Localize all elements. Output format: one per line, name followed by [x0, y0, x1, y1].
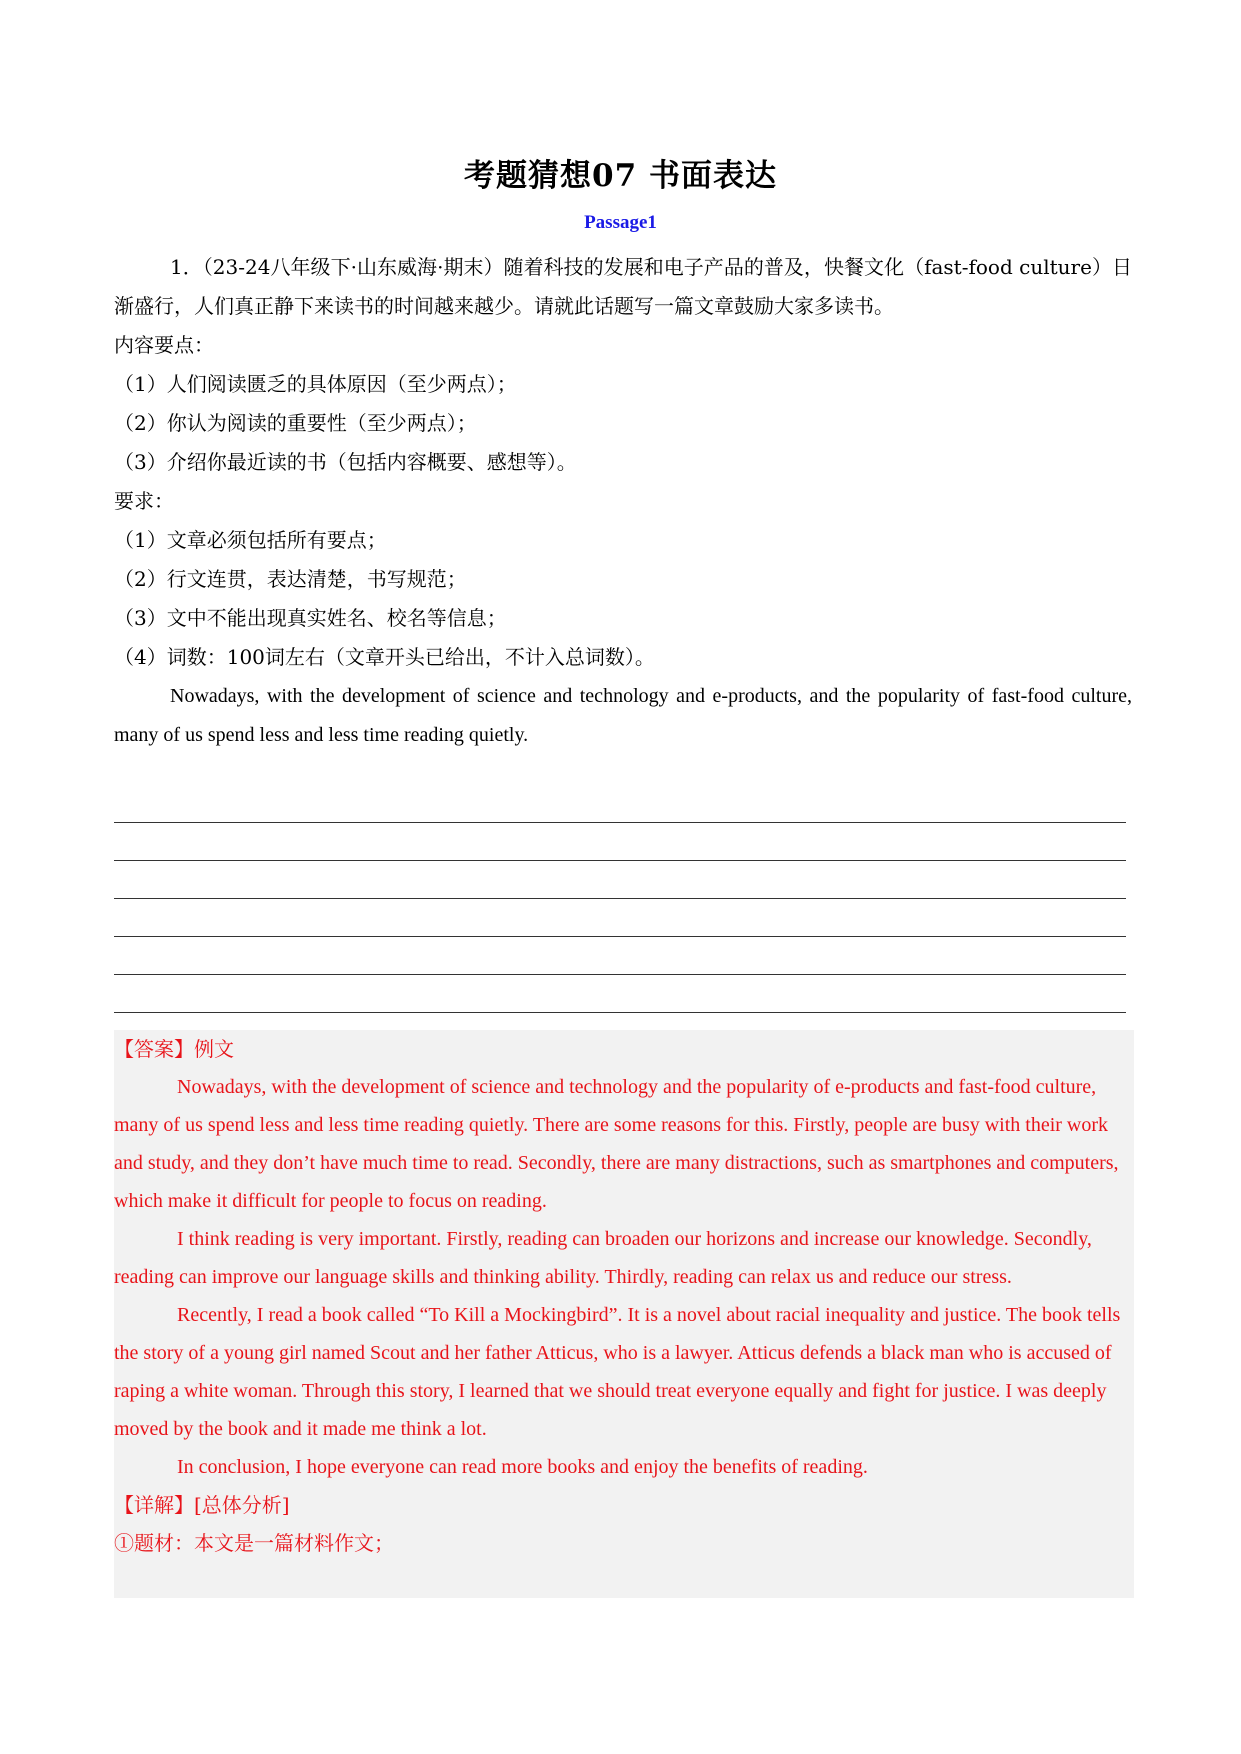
requirements-heading: 要求：	[114, 489, 174, 513]
writing-line[interactable]	[114, 823, 1126, 861]
requirement-item: （2）行文连贯，表达清楚，书写规范；	[114, 567, 467, 591]
requirement-item: （3）文中不能出现真实姓名、校名等信息；	[114, 606, 507, 630]
writing-line[interactable]	[114, 975, 1126, 1013]
content-point: （1）人们阅读匮乏的具体原因（至少两点）；	[114, 372, 517, 396]
content-heading: 内容要点：	[114, 333, 214, 357]
requirement-item: （1）文章必须包括所有要点；	[114, 528, 387, 552]
answer-paragraph: In conclusion, I hope everyone can read more books and enjoy the benefits of reading.	[177, 1456, 868, 1478]
writing-line[interactable]	[114, 937, 1126, 975]
answer-paragraph: Recently, I read a book called “To Kill a Mockingbird”. It is a novel about racial inequality and justice. The book tells the story of a young girl named Scout and her father Atticus, who is a lawyer. Atticus defends a black man who is accused of raping a white woman. Through this story, I learned that we should treat everyone equally and fight for justice. I was deeply moved by the book and it made me think a lot.	[114, 1304, 1121, 1440]
detail-label: 【详解】[总体分析]	[114, 1493, 290, 1517]
answer-paragraph: Nowadays, with the development of science and technology and the popularity of e-products and fast-food culture, many of us spend less and less time reading quietly. There are some reasons for this. Firstly, people are busy with their work and study, and they don’t have much time to read. Secondly, there are many distractions, such as smartphones and computers, which make it difficult for people to focus on reading.	[114, 1076, 1119, 1212]
answer-paragraph: I think reading is very important. Firstly, reading can broaden our horizons and increase our knowledge. Secondly, reading can improve our language skills and thinking ability. Thirdly, reading can relax us and reduce our stress.	[114, 1228, 1092, 1288]
answer-label: 【答案】例文	[114, 1037, 234, 1061]
passage-label: Passage1	[584, 212, 657, 233]
answer-writing-lines	[114, 785, 1126, 1051]
content-point: （2）你认为阅读的重要性（至少两点）；	[114, 411, 477, 435]
question-body	[114, 248, 1132, 755]
writing-line[interactable]	[114, 785, 1126, 823]
detail-line: ①题材：本文是一篇材料作文；	[114, 1531, 394, 1555]
content-point: （3）介绍你最近读的书（包括内容概要、感想等）。	[114, 450, 577, 474]
question-intro: 1．（23-24八年级下·山东威海·期末）随着科技的发展和电子产品的普及，快餐文化（fast-food culture）日渐盛行，人们真正静下来读书的时间越来越少。请就此话题写一篇文章鼓励大家多读书。	[114, 255, 1132, 318]
requirement-item: （4）词数：100词左右（文章开头已给出，不计入总词数）。	[114, 645, 655, 669]
essay-opening: Nowadays, with the development of science and technology and e-products, and the popularity of fast-food culture, many of us spend less and less time reading quietly.	[114, 685, 1132, 746]
page-title: 考题猜想07 书面表达	[464, 158, 777, 194]
writing-line[interactable]	[114, 861, 1126, 899]
answer-block	[114, 1030, 1134, 1598]
writing-line[interactable]	[114, 899, 1126, 937]
